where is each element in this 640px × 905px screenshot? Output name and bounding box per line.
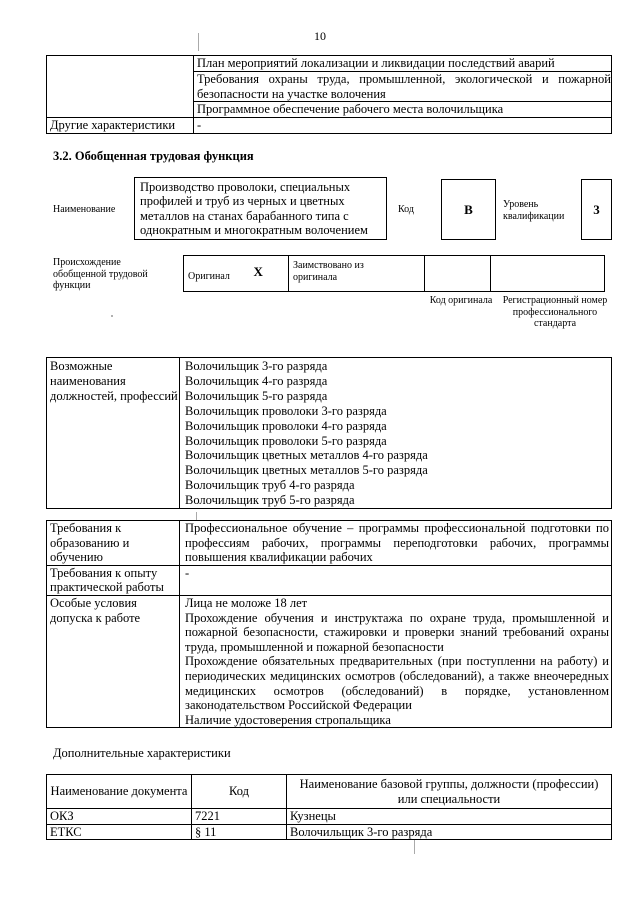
list-item: Волочильщик цветных металлов 4-го разряда	[185, 448, 428, 463]
scan-mark	[196, 512, 197, 520]
page-number: 10	[314, 29, 326, 43]
list-item: Волочильщик 4-го разряда	[185, 373, 328, 388]
table-cell: Программное обеспечение рабочего места волочильщика	[194, 102, 612, 118]
table-cell: ОКЗ	[47, 809, 192, 825]
positions-label: Возможные наименования должностей, профессий	[47, 358, 180, 509]
table-row	[47, 824, 612, 840]
section-title: 3.2. Обобщенная трудовая функция	[53, 149, 254, 163]
column-header: Код	[192, 775, 287, 809]
table-row	[47, 595, 612, 727]
table-cell: Волочильщик 3-го разряда	[287, 824, 612, 840]
list-item: Волочильщик труб 4-го разряда	[185, 478, 355, 493]
registration-number-caption: Регистрационный номер профессионального стандарта	[502, 295, 608, 329]
list-item: Волочильщик проволоки 4-го разряда	[185, 418, 387, 433]
table-row	[47, 358, 612, 509]
table-row	[47, 521, 612, 566]
borrowed-label: Заимствовано из оригинала	[293, 260, 364, 283]
table-cell: 7221	[192, 809, 287, 825]
list-item: Лица не моложе 18 лет	[185, 595, 308, 610]
list-item: Прохождение обучения и инструктажа по охране труда, промышленной и пожарной безопасности, стажировки и проверки знаний требований охраны труда, промышленной и пожарной безопасности	[185, 610, 609, 654]
list-item: Наличие удостоверения стропальщика	[185, 712, 391, 727]
origin-label: Происхождение обобщенной трудовой функции	[53, 257, 148, 291]
original-label-cell	[184, 256, 250, 292]
code-label: Код	[398, 204, 414, 215]
origin-table	[183, 255, 605, 292]
positions-list-cell	[180, 358, 612, 509]
education-value: Профессиональное обучение – программы профессиональной подготовки по профессиям рабочих, программы переподготовки рабочих, программы повышения квалификации рабочих	[180, 521, 612, 566]
table-cell: ЕТКС	[47, 824, 192, 840]
original-code-caption: Код оригинала	[429, 295, 493, 306]
additional-characteristics-title: Дополнительные характеристики	[53, 746, 231, 760]
table-cell: -	[194, 118, 612, 134]
function-code-box: B	[441, 179, 496, 240]
table-cell: Кузнецы	[287, 809, 612, 825]
positions-table	[46, 357, 612, 509]
list-item: Прохождение обязательных предварительных (при поступленни на работу) и периодических медицинских осмотров (обследований), а также внеочередных медицинских осмотров (обследований) в порядке, установленном законодательством Российской Федерации	[185, 654, 609, 713]
table-row	[47, 809, 612, 825]
conditions-list-cell	[180, 595, 612, 727]
column-header: Наименование базовой группы, должности (профессии) или специальности	[287, 775, 612, 809]
table-row	[184, 256, 605, 292]
borrowed-label-cell	[289, 256, 425, 292]
list-item: Волочильщик цветных металлов 5-го разряда	[185, 463, 428, 478]
qualification-level-box: 3	[581, 179, 612, 240]
table-cell: § 11	[192, 824, 287, 840]
original-mark: X	[253, 264, 263, 279]
registration-number-cell	[491, 256, 605, 292]
original-label: Оригинал	[188, 271, 230, 282]
experience-label: Требования к опыту практической работы	[47, 565, 180, 595]
level-label: Уровень квалификации	[503, 199, 565, 222]
list-item: Волочильщик 5-го разряда	[185, 388, 328, 403]
scan-dot	[111, 315, 113, 317]
table-row	[47, 56, 612, 72]
original-code-cell	[425, 256, 491, 292]
conditions-label: Особые условия допуска к работе	[47, 595, 180, 727]
education-label: Требования к образованию и обучению	[47, 521, 180, 566]
name-label: Наименование	[53, 204, 116, 215]
table-cell: Требования охраны труда, промышленной, экологической и пожарной безопасности на участке волочения	[194, 71, 612, 102]
function-name-box: Производство проволоки, специальных профилей и труб из черных и цветных металлов на станах барабанного типа с однократным и многократным волочением	[134, 177, 387, 240]
top-characteristics-table	[46, 55, 612, 134]
table-row	[47, 118, 612, 134]
table-header-row	[47, 775, 612, 809]
list-item: Волочильщик проволоки 3-го разряда	[185, 403, 387, 418]
column-header: Наименование документа	[47, 775, 192, 809]
table-cell: План мероприятий локализации и ликвидации последствий аварий	[194, 56, 612, 72]
table-cell: Другие характеристики	[47, 118, 194, 134]
list-item: Волочильщик 3-го разряда	[185, 359, 328, 373]
requirements-table	[46, 520, 612, 728]
scan-mark	[198, 33, 199, 51]
list-item: Волочильщик проволоки 5-го разряда	[185, 433, 387, 448]
table-row	[47, 565, 612, 595]
table-cell	[47, 56, 194, 118]
original-mark-cell	[250, 256, 289, 292]
scan-mark	[414, 840, 415, 854]
experience-value: -	[180, 565, 612, 595]
list-item: Волочильщик труб 5-го разряда	[185, 493, 355, 508]
additional-characteristics-table	[46, 774, 612, 840]
